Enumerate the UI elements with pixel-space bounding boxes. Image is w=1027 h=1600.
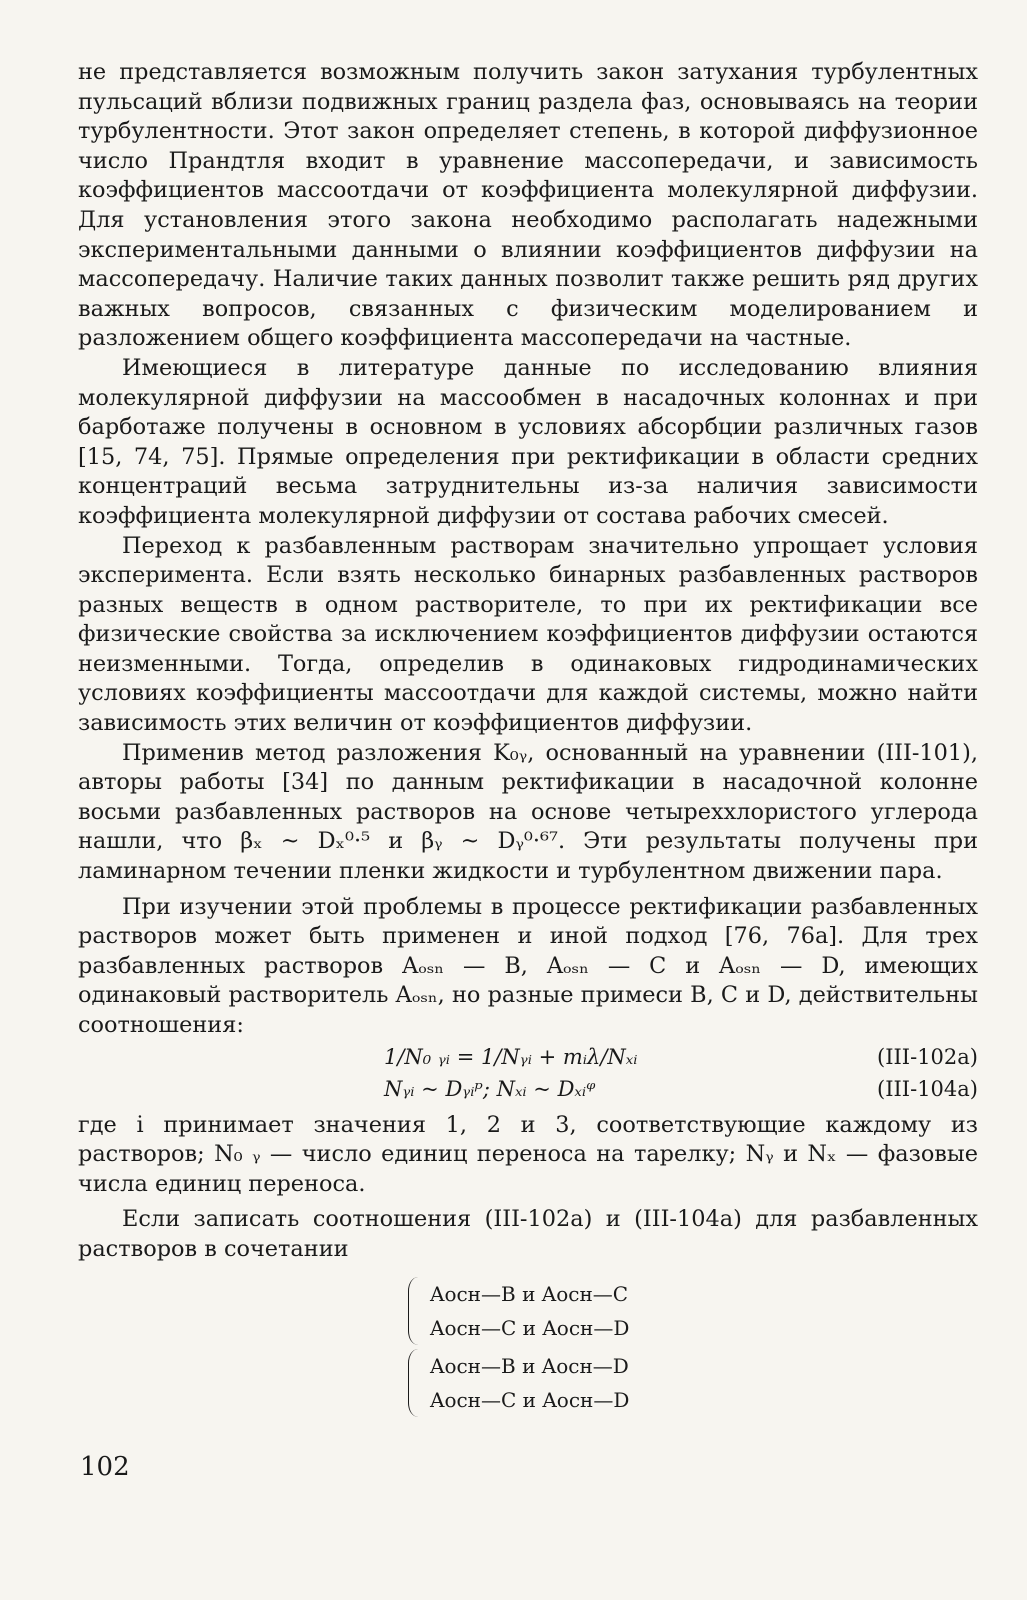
solution-pairs bbox=[408, 1277, 978, 1417]
paragraph-4: Применив метод разложения K₀ᵧ, основанный на уравнении (III-101), авторы работы [34] по данным ректификации в насадочной колонне восьми разбавленных растворов на основе четыреххлористого углерода нашли, что βₓ ~ Dₓ⁰·⁵ и βᵧ ~ Dᵧ⁰·⁶⁷. Эти результаты получены при ламинарном течении пленки жидкости и турбулентном движении пара. bbox=[78, 739, 978, 885]
formula-expression: Nᵧᵢ ~ Dᵧᵢᵖ; Nₓᵢ ~ Dₓᵢᵠ bbox=[384, 1076, 596, 1101]
brace-icon bbox=[408, 1349, 419, 1417]
page-number: 102 bbox=[80, 1452, 130, 1482]
paragraph-6: Если записать соотношения (III-102a) и (III-104a) для разбавленных растворов в сочетании bbox=[78, 1206, 978, 1262]
page-body bbox=[78, 58, 978, 1421]
paragraph-5: При изучении этой проблемы в процессе ректификации разбавленных растворов может быть применен и иной подход [76, 76а]. Для трех разбавленных растворов Aₒₛₙ — B, Aₒₛₙ — C и Aₒₛₙ — D, имеющих одинаковый растворитель Aₒₛₙ, но разные примеси B, C и D, действительны соотношения: bbox=[78, 893, 978, 1038]
brace-icon bbox=[408, 1277, 419, 1345]
formula-row bbox=[78, 1073, 978, 1105]
pair-group bbox=[408, 1277, 978, 1345]
pair-line: Aосн—C и Aосн—D bbox=[430, 1315, 630, 1340]
paragraph-1: не представляется возможным получить закон затухания турбулентных пульсаций вблизи подвижных границ раздела фаз, основываясь на теории турбулентности. Этот закон определяет степень, в которой диффузионное число Прандтля входит в уравнение массопередачи, и зависимость коэффициентов массоотдачи от коэффициента молекулярной диффузии. Для установления этого закона необходимо располагать надежными экспериментальными данными о влиянии коэффициентов диффузии на массопередачу. Наличие таких данных позволит также решить ряд других важных вопросов, связанных с физическим моделированием и разложением общего коэффициента массопередачи на частные. bbox=[78, 59, 978, 352]
pair-group bbox=[408, 1349, 978, 1417]
formula-expression: 1/N₀ ᵧᵢ = 1/Nᵧᵢ + mᵢλ/Nₓᵢ bbox=[384, 1044, 638, 1069]
formula-number: (III-102a) bbox=[877, 1044, 978, 1069]
formula-row bbox=[78, 1041, 978, 1073]
pair-line: Aосн—B и Aосн—D bbox=[430, 1353, 629, 1378]
pair-line: Aосн—B и Aосн—C bbox=[430, 1281, 629, 1306]
paragraph-3: Переход к разбавленным растворам значительно упрощает условия эксперимента. Если взять несколько бинарных разбавленных растворов разных веществ в одном растворителе, то при их ректификации все физические свойства за исключением коэффициентов диффузии остаются неизменными. Тогда, определив в одинаковых гидродинамических условиях коэффициенты массоотдачи для каждой системы, можно найти зависимость этих величин от коэффициентов диффузии. bbox=[78, 532, 978, 737]
pair-line: Aосн—C и Aосн—D bbox=[430, 1387, 630, 1412]
formula-explanation: где i принимает значения 1, 2 и 3, соответствующие каждому из растворов; N₀ ᵧ — число единиц переноса на тарелку; Nᵧ и Nₓ — фазовые числа единиц переноса. bbox=[78, 1111, 978, 1197]
paragraph-2: Имеющиеся в литературе данные по исследованию влияния молекулярной диффузии на массообмен в насадочных колоннах и при барботаже получены в основном в условиях абсорбции различных газов [15, 74, 75]. Прямые определения при ректификации в области средних концентраций весьма затруднительны из-за наличия зависимости коэффициента молекулярной диффузии от состава рабочих смесей. bbox=[78, 354, 978, 529]
formula-number: (III-104a) bbox=[877, 1076, 978, 1101]
